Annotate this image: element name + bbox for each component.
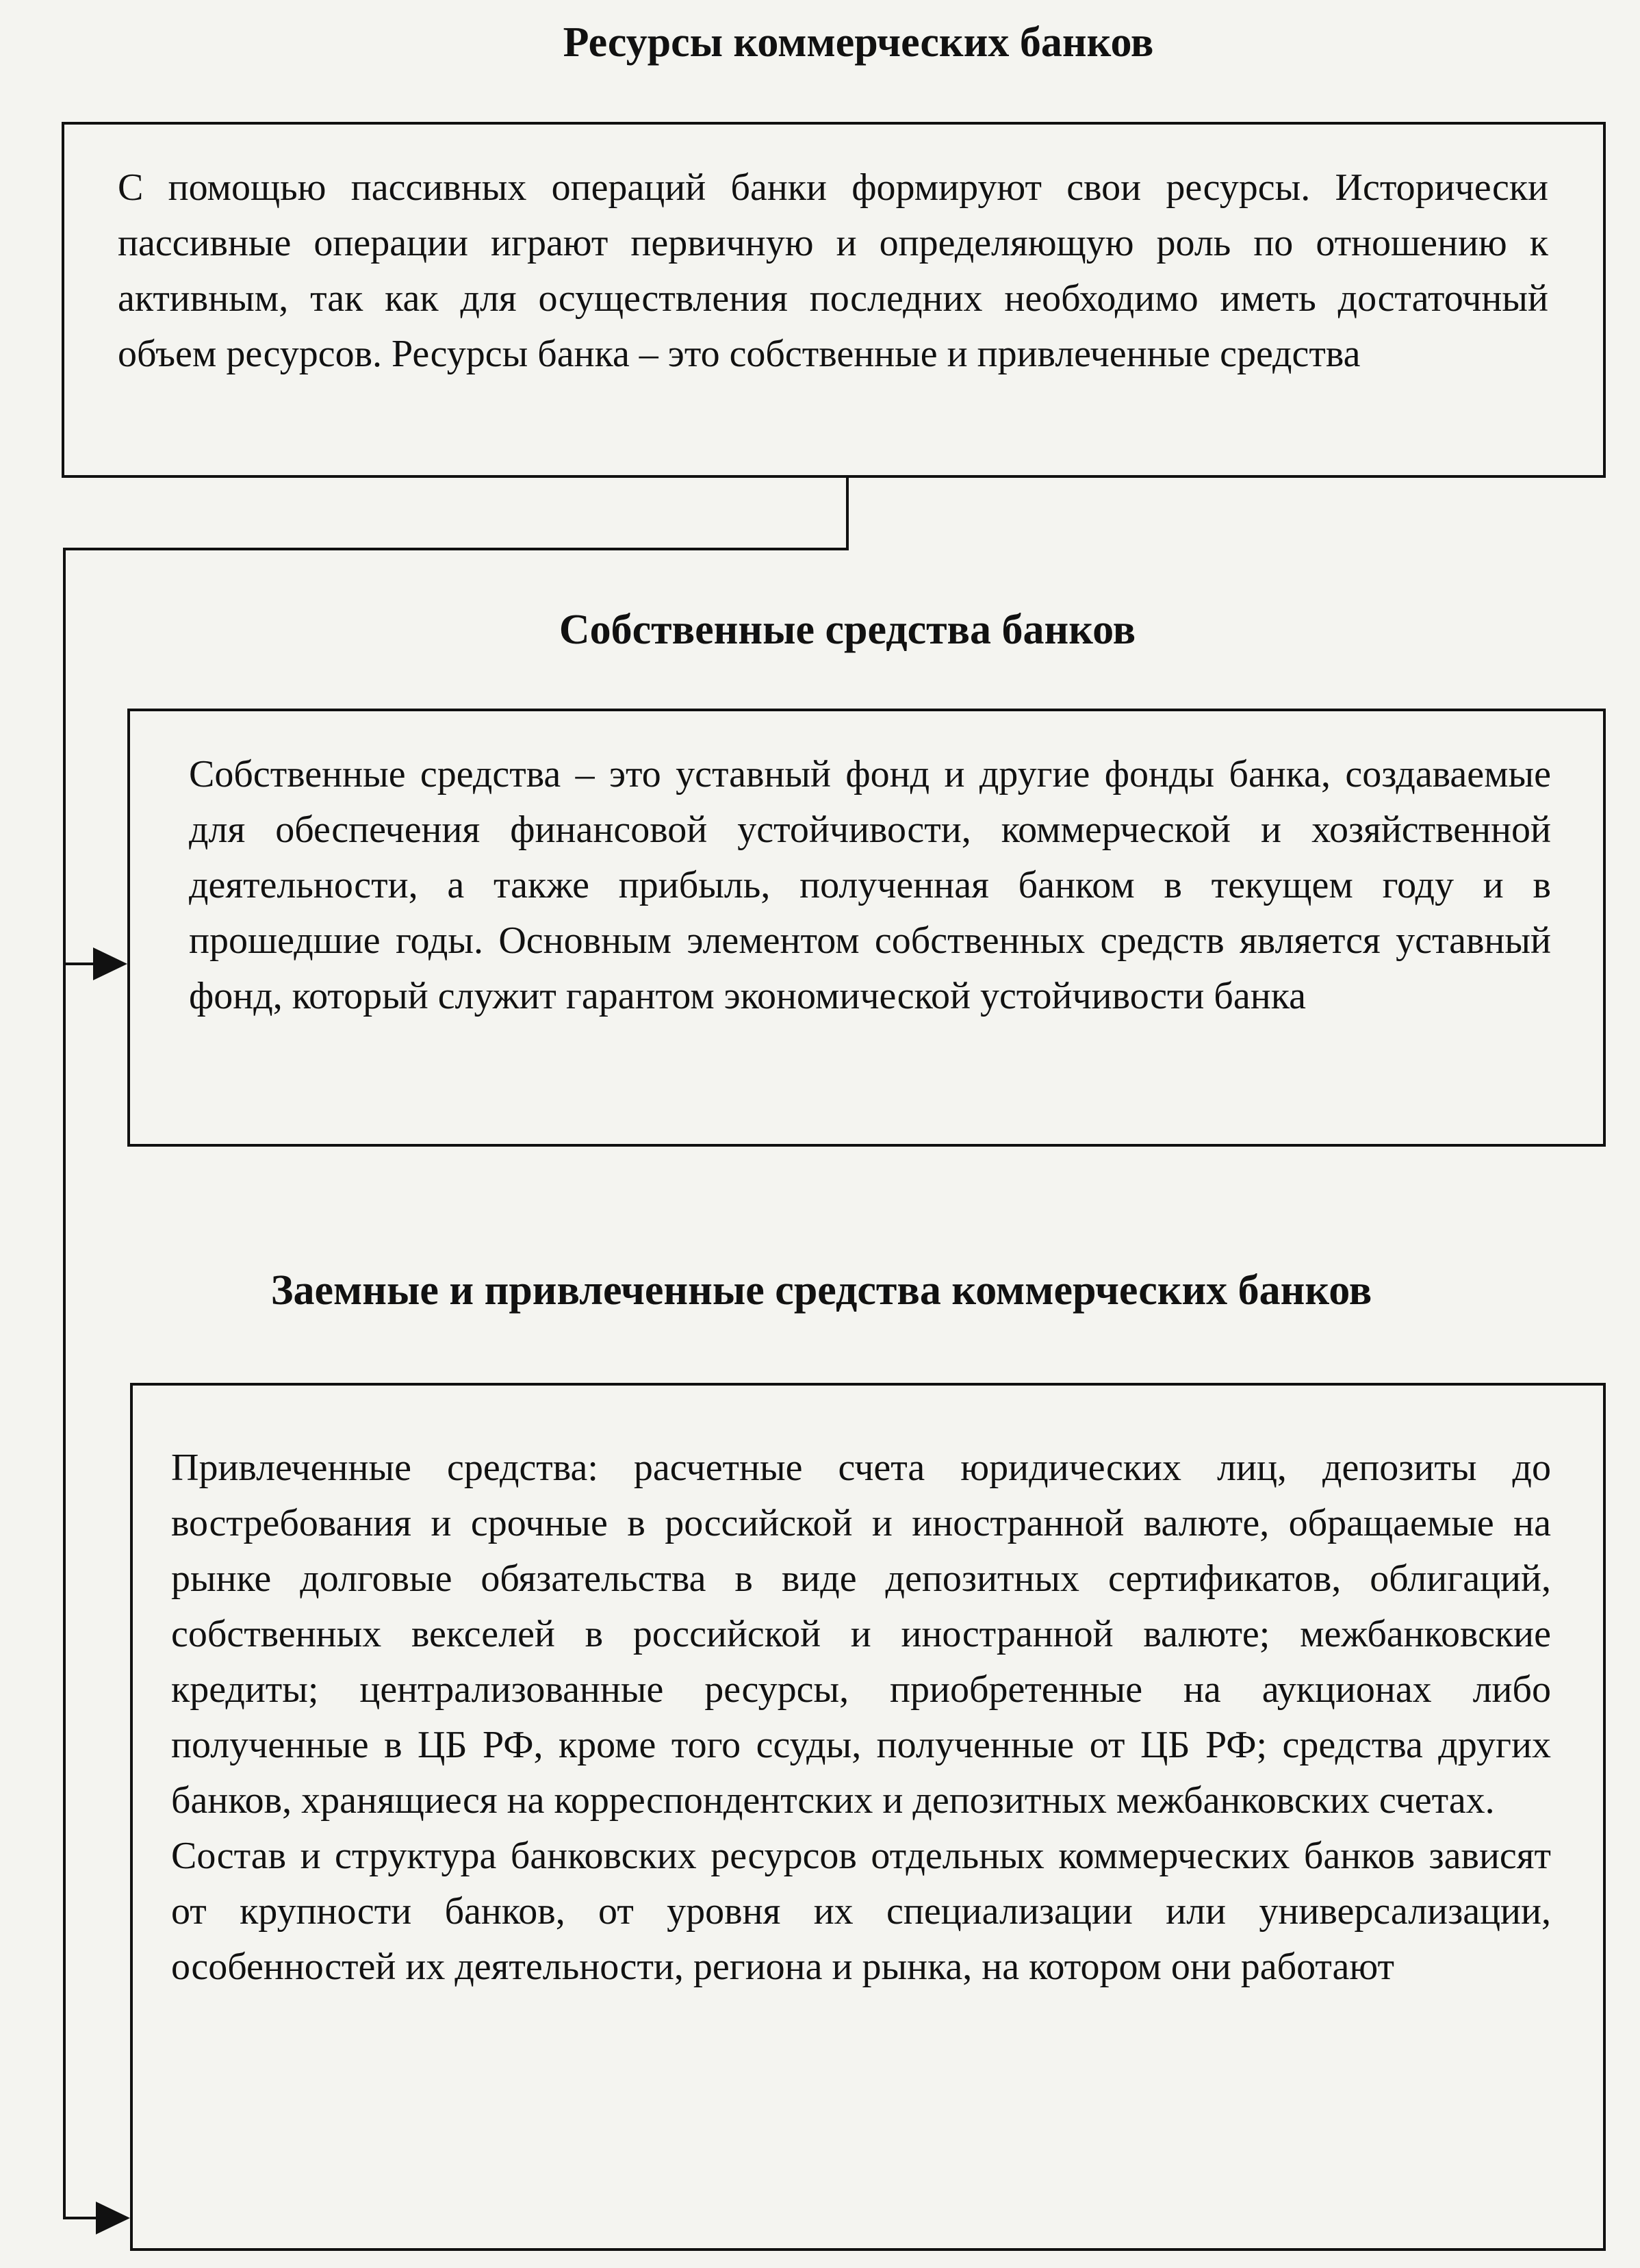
own-funds-title: Собственные средства банков — [559, 607, 1136, 653]
borrowed-funds-text-2: Состав и структура банковских ресурсов отдельных коммерческих банков зависят от крупности банков, от уровня их специализации или универсализации, особенностей их деятельности, региона и рынка, на котором они работают — [171, 1835, 1551, 1988]
own-funds-arrowhead — [93, 947, 127, 980]
borrowed-funds-title: Заемные и привлеченные средства коммерческих банков — [270, 1267, 1372, 1314]
trunk-connector — [64, 478, 847, 2218]
borrowed-funds-text-1: Привлеченные средства: расчетные счета юридических лиц, депозиты до востребования и срочные в российской и иностранной валюте, обращаемые на рынке долговые обязательства в виде депозитных сертификатов, облигаций, собственных векселей в российской и иностранной валюте; межбанковские кредиты; централизованные ресурсы, приобретенные на аукционах либо полученные в ЦБ РФ, кроме того ссуды, полученные от ЦБ РФ; средства других банков, хранящиеся на корреспондентских и депозитных межбанковских счетах. — [171, 1447, 1551, 1822]
own-funds-text: Собственные средства – это уставный фонд и другие фонды банка, создаваемые для обеспечения финансовой устойчивости, коммерческой и хозяйственной деятельности, а также прибыль, полученная банком в текущем году и в прошедшие годы. Основным элементом собственных средств является уставный фонд, который служит гарантом экономической устойчивости банка — [189, 753, 1551, 1017]
resources-text: С помощью пассивных операций банки формируют свои ресурсы. Исторически пассивные операции играют первичную и определяющую роль по отношению к активным, так как для осуществления последних необходимо иметь достаточный объем ресурсов. Ресурсы банка – это собственные и привлеченные средства — [118, 166, 1548, 375]
borrowed-funds-arrowhead — [96, 2202, 130, 2234]
resources-title: Ресурсы коммерческих банков — [563, 19, 1154, 66]
